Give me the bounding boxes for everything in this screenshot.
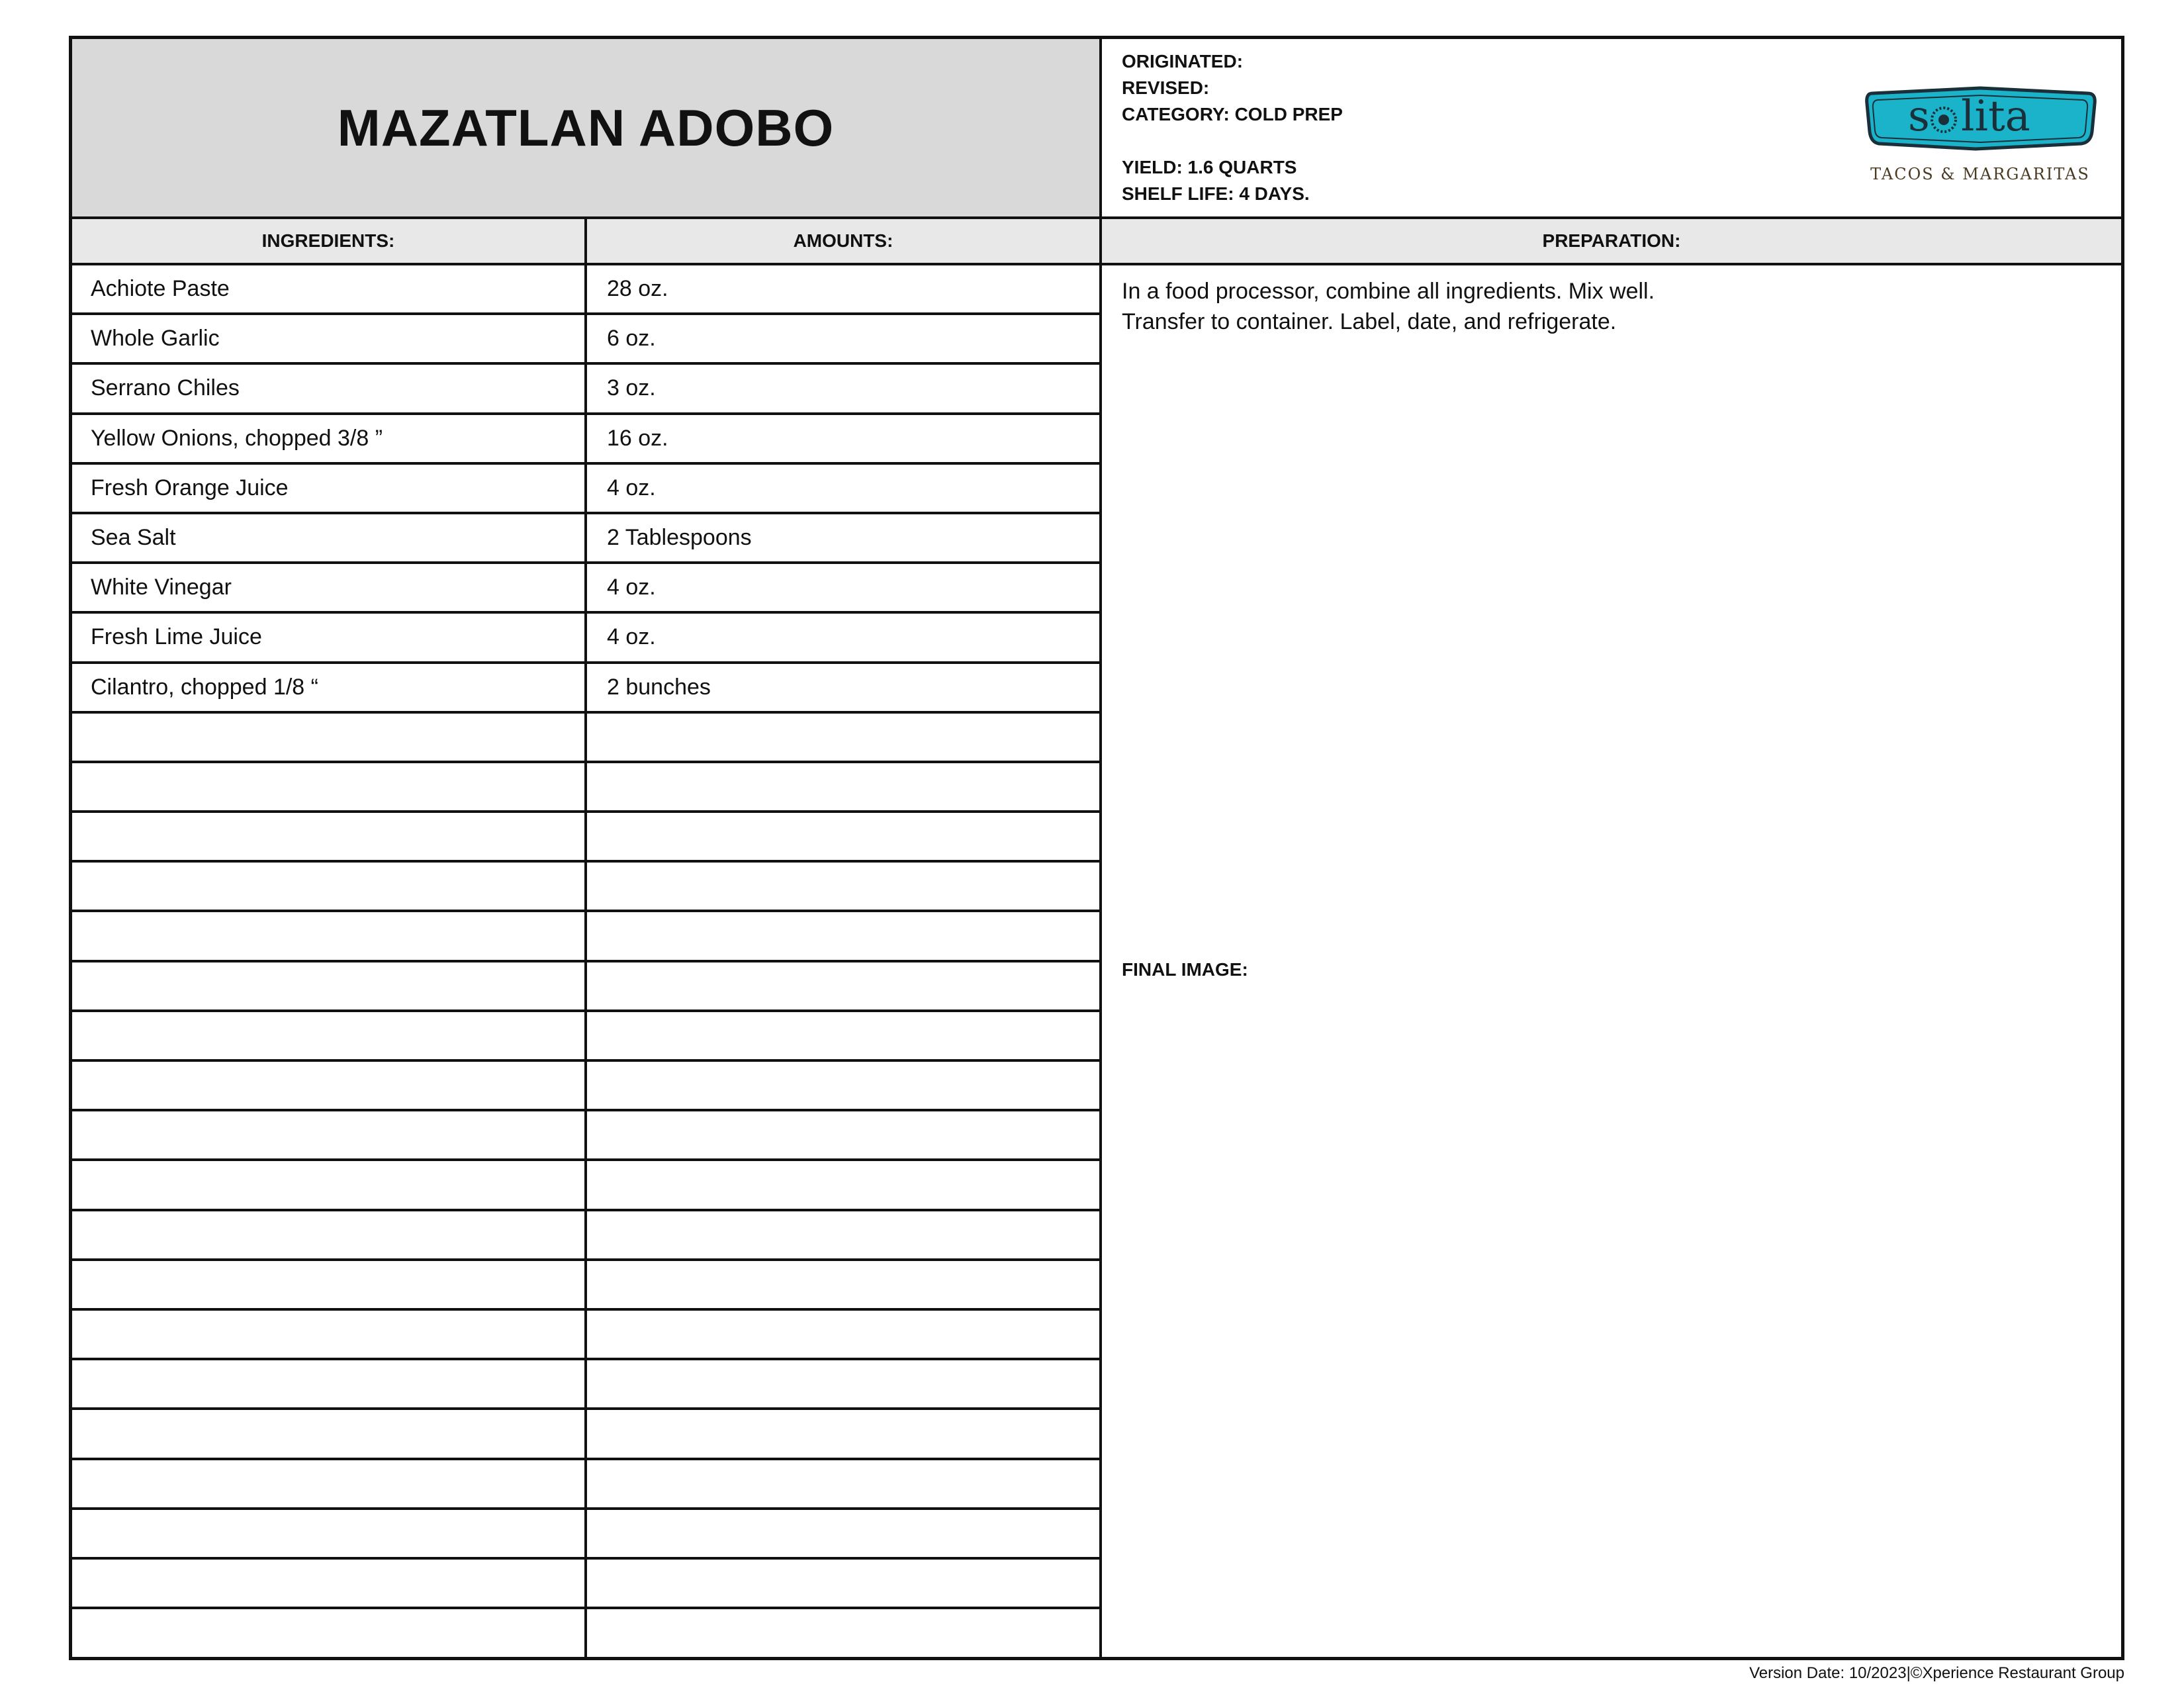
logo-tagline: TACOS & MARGARITAS	[1870, 165, 2090, 183]
table-row	[72, 1360, 1102, 1410]
table-row	[72, 863, 1102, 912]
ingredient-amount: 2 bunches	[587, 664, 1102, 711]
table-row	[72, 763, 1102, 813]
ingredient-amount	[587, 1410, 1102, 1457]
title-cell	[72, 39, 1102, 219]
ingredient-amount	[587, 1460, 1102, 1507]
ingredient-name	[72, 1311, 587, 1358]
ingredient-name	[72, 1012, 587, 1059]
ingredient-amount	[587, 714, 1102, 761]
ingredient-name: Serrano Chiles	[72, 365, 587, 412]
ingredient-amount: 4 oz.	[587, 465, 1102, 512]
yield-label: YIELD: 1.6 QUARTS	[1122, 157, 1297, 177]
ingredient-amount: 3 oz.	[587, 365, 1102, 412]
ingredient-name	[72, 1062, 587, 1109]
table-row	[72, 1609, 1102, 1659]
table-row	[72, 962, 1102, 1012]
preparation-section	[1102, 265, 2121, 1657]
ingredient-name	[72, 763, 587, 810]
ingredient-name	[72, 1211, 587, 1258]
table-row	[72, 1560, 1102, 1609]
ingredient-name: White Vinegar	[72, 564, 587, 611]
solita-logo	[1863, 73, 2097, 190]
table-row	[72, 714, 1102, 763]
ingredient-amount	[587, 1609, 1102, 1659]
ingredient-name	[72, 1510, 587, 1557]
table-row	[72, 315, 1102, 365]
ingredient-amount	[587, 1111, 1102, 1158]
table-row	[72, 614, 1102, 663]
table-row	[72, 813, 1102, 863]
table-row	[72, 664, 1102, 714]
ingredient-name	[72, 714, 587, 761]
table-row	[72, 1211, 1102, 1261]
logo-brand-rest: lita	[1961, 92, 2030, 141]
revised-label: REVISED:	[1122, 77, 1210, 98]
table-row	[72, 415, 1102, 465]
ingredient-amount	[587, 912, 1102, 959]
ingredient-name: Fresh Orange Juice	[72, 465, 587, 512]
ingredient-name	[72, 1410, 587, 1457]
ingredient-amount	[587, 763, 1102, 810]
sun-center-icon	[1938, 115, 1949, 125]
ingredients-header: INGREDIENTS:	[72, 219, 587, 263]
column-headers	[72, 219, 2121, 265]
ingredient-amount	[587, 813, 1102, 860]
ingredient-amount	[587, 1510, 1102, 1557]
table-row	[72, 1311, 1102, 1360]
ingredient-name	[72, 863, 587, 910]
ingredient-amount	[587, 863, 1102, 910]
ingredient-amount: 4 oz.	[587, 614, 1102, 661]
table-row	[72, 1261, 1102, 1311]
table-row	[72, 1410, 1102, 1460]
ingredient-name: Sea Salt	[72, 514, 587, 561]
preparation-line-1: In a food processor, combine all ingredients. Mix well.	[1122, 279, 1655, 304]
table-row	[72, 912, 1102, 962]
table-row	[72, 465, 1102, 514]
ingredient-name	[72, 1261, 587, 1308]
ingredient-name: Achiote Paste	[72, 265, 587, 312]
ingredient-amount: 6 oz.	[587, 315, 1102, 362]
ingredient-name	[72, 813, 587, 860]
recipe-title: MAZATLAN ADOBO	[337, 98, 835, 157]
preparation-text	[1122, 276, 1655, 337]
ingredient-name	[72, 912, 587, 959]
ingredient-amount: 28 oz.	[587, 265, 1102, 312]
ingredient-name	[72, 1111, 587, 1158]
ingredient-table	[72, 265, 1102, 1659]
preparation-line-2: Transfer to container. Label, date, and refrigerate.	[1122, 309, 1617, 334]
logo-brand-s: s	[1908, 92, 1930, 141]
ingredient-amount: 2 Tablespoons	[587, 514, 1102, 561]
table-row	[72, 514, 1102, 564]
ingredient-amount	[587, 1261, 1102, 1308]
table-row	[72, 365, 1102, 414]
ingredient-amount	[587, 1062, 1102, 1109]
ingredient-amount: 4 oz.	[587, 564, 1102, 611]
ingredient-name	[72, 1609, 587, 1659]
table-row	[72, 1161, 1102, 1211]
table-row	[72, 1062, 1102, 1111]
table-row	[72, 1510, 1102, 1560]
ingredient-amount: 16 oz.	[587, 415, 1102, 462]
ingredient-name	[72, 1360, 587, 1407]
ingredient-name	[72, 1560, 587, 1607]
table-row	[72, 564, 1102, 614]
ingredient-name: Fresh Lime Juice	[72, 614, 587, 661]
ingredient-name: Cilantro, chopped 1/8 “	[72, 664, 587, 711]
ingredient-name: Yellow Onions, chopped 3/8 ”	[72, 415, 587, 462]
recipe-meta	[1122, 48, 1343, 207]
amounts-header: AMOUNTS:	[587, 219, 1102, 263]
preparation-header: PREPARATION:	[1542, 230, 1681, 251]
ingredient-name	[72, 1460, 587, 1507]
ingredient-name	[72, 1161, 587, 1208]
ingredient-name: Whole Garlic	[72, 315, 587, 362]
info-cell	[1102, 39, 2121, 219]
ingredient-amount	[587, 1161, 1102, 1208]
final-image-label: FINAL IMAGE:	[1122, 959, 1248, 980]
ingredient-amount	[587, 1311, 1102, 1358]
category-label: CATEGORY: COLD PREP	[1122, 104, 1343, 124]
ingredient-amount	[587, 1211, 1102, 1258]
shelf-life-label: SHELF LIFE: 4 DAYS.	[1122, 183, 1310, 204]
table-row	[72, 1460, 1102, 1510]
table-row	[72, 1012, 1102, 1062]
version-footer: Version Date: 10/2023|©Xperience Restaurant Group	[1749, 1664, 2124, 1682]
ingredient-amount	[587, 962, 1102, 1009]
table-row	[72, 1111, 1102, 1161]
ingredient-name	[72, 962, 587, 1009]
ingredient-amount	[587, 1360, 1102, 1407]
recipe-card	[69, 36, 2124, 1660]
table-row	[72, 265, 1102, 315]
ingredient-amount	[587, 1560, 1102, 1607]
originated-label: ORIGINATED:	[1122, 51, 1244, 71]
ingredient-amount	[587, 1012, 1102, 1059]
